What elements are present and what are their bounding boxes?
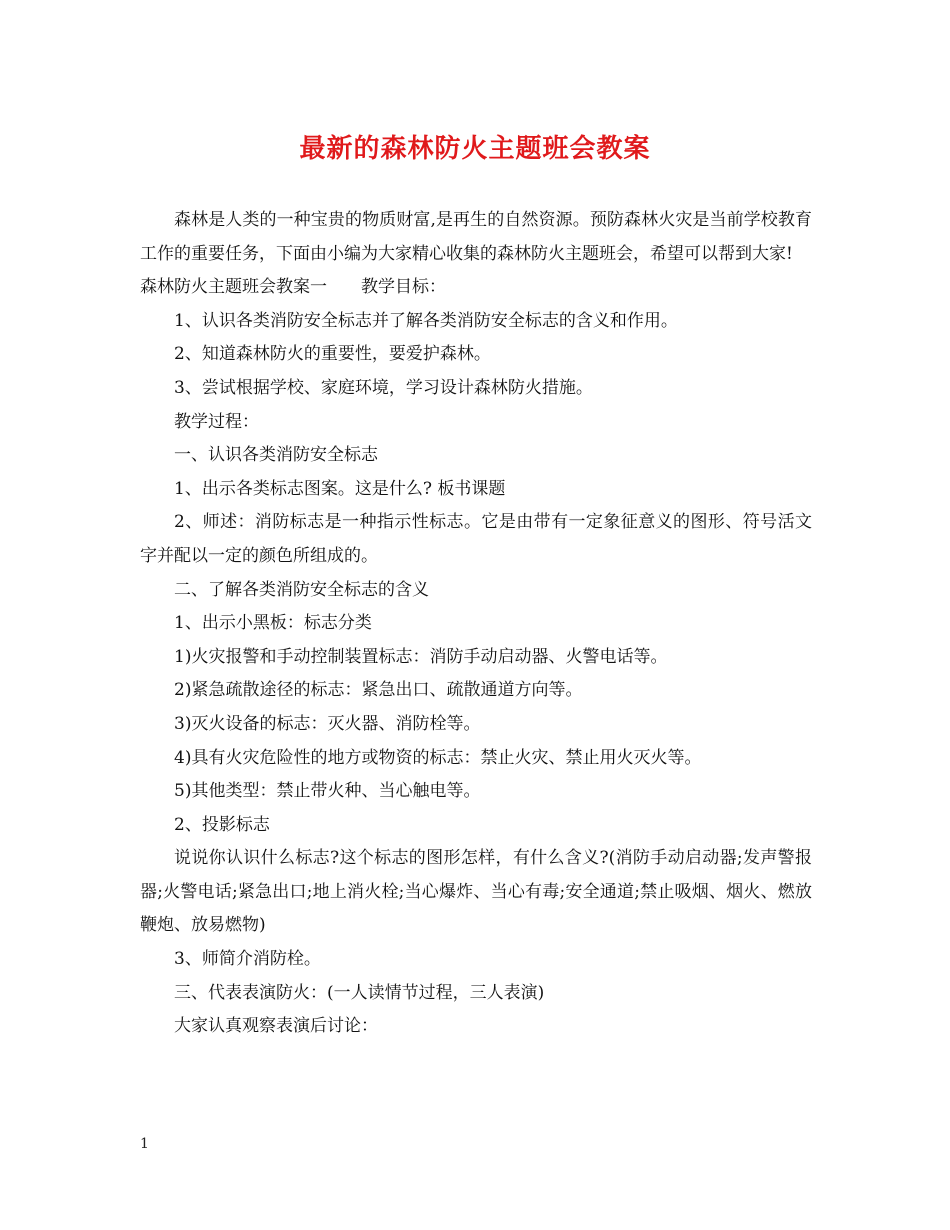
goal-item-1: 1、认识各类消防安全标志并了解各类消防安全标志的含义和作用。 (174, 310, 678, 331)
process-heading: 教学过程： (174, 411, 259, 432)
goal-item-2: 2、知道森林防火的重要性，要爱护森林。 (174, 344, 491, 365)
document-body (140, 204, 812, 1044)
step-3-item-1: 大家认真观察表演后讨论： (174, 1016, 378, 1037)
document-title: 最新的森林防火主题班会教案 (299, 134, 651, 164)
sign-category-1: 1)火灾报警和手动控制装置标志：消防手动启动器、火警电话等。 (174, 646, 668, 667)
page-number: 1 (140, 1136, 149, 1152)
sign-category-2: 2)紧急疏散途径的标志：紧急出口、疏散通道方向等。 (174, 680, 583, 701)
step-2-item-2: 2、投影标志 (174, 814, 270, 835)
step-heading-3: 三、代表表演防火：(一人读情节过程，三人表演) (174, 982, 545, 1003)
section-heading-lesson-one: 森林防火主题班会教案一 教学目标： (140, 277, 446, 298)
intro-paragraph: 森林是人类的一种宝贵的物质财富,是再生的自然资源。预防森林火灾是当前学校教育工作的重要任务，下面由小编为大家精心收集的森林防火主题班会，希望可以帮到大家! (140, 210, 812, 264)
step-1-item-2: 2、师述：消防标志是一种指示性标志。它是由带有一定象征意义的图形、符号活文字并配以一定的颜色所组成的。 (140, 512, 812, 566)
step-1-item-1: 1、出示各类标志图案。这是什么? 板书课题 (174, 478, 506, 499)
sign-category-5: 5)其他类型：禁止带火种、当心触电等。 (174, 781, 481, 802)
step-2-item-3: 3、师简介消防栓。 (174, 949, 321, 970)
step-heading-1: 一、认识各类消防安全标志 (174, 445, 378, 466)
sign-category-4: 4)具有火灾危险性的地方或物资的标志：禁止火灾、禁止用火灭火等。 (174, 747, 702, 768)
goal-item-3: 3、尝试根据学校、家庭环境，学习设计森林防火措施。 (174, 377, 593, 398)
step-heading-2: 二、了解各类消防安全标志的含义 (174, 579, 429, 600)
discussion-paragraph: 说说你认识什么标志?这个标志的图形怎样，有什么含义?(消防手动启动器;发声警报器;火警电话;紧急出口;地上消火栓;当心爆炸、当心有毒;安全通道;禁止吸烟、烟火、燃放鞭炮、放易燃物) (140, 848, 812, 936)
step-2-item-1: 1、出示小黑板：标志分类 (174, 613, 372, 634)
sign-category-3: 3)灭火设备的标志：灭火器、消防栓等。 (174, 713, 481, 734)
